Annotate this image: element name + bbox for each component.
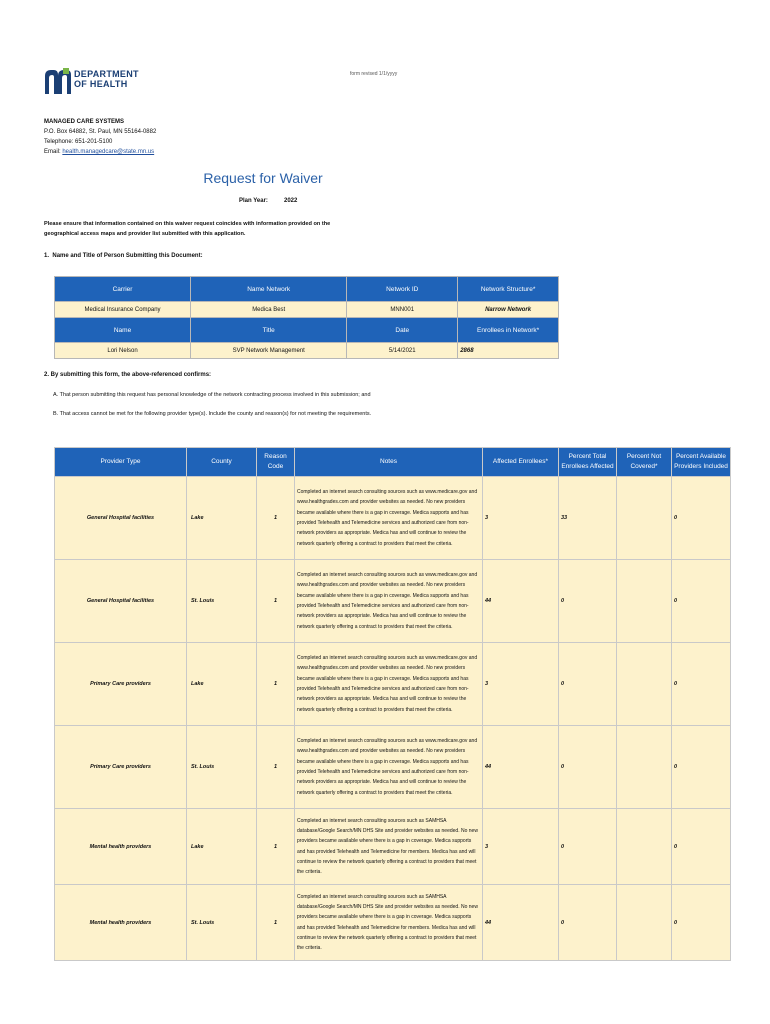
affected-cell[interactable]: 3 [483,809,559,885]
header-percent-not-covered: Percent Not Covered* [617,448,672,477]
pct-total-cell[interactable]: 0 [559,560,617,643]
pct-not-cell[interactable] [617,560,672,643]
header-date: Date [347,318,458,343]
email-link[interactable]: health.managedcare@state.mn.us [62,149,155,155]
reason-code-cell[interactable]: 1 [257,809,295,885]
section2-heading: 2. By submitting this form, the above-referenced confirms: [44,372,212,378]
county-cell[interactable]: Lake [187,477,257,560]
pct-total-cell[interactable]: 0 [559,885,617,961]
reason-code-cell[interactable]: 1 [257,560,295,643]
pct-not-cell[interactable] [617,726,672,809]
header-affected-enrollees: Affected Enrollees* [483,448,559,477]
submitter-table [54,276,559,359]
table-row [55,477,731,560]
notes-cell[interactable]: Completed an internet search consulting sources such as www.medicare.gov and www.healthgrades.com and provider websites as needed. No new providers became available where there is a gap in coverage. Medica supports and has provided Telehealth and Telemedicine services and authorized care from non-network providers as appropriate. Medica has and will continue to review the network quarterly offering a contract to providers that meet the criteria. [295,560,483,643]
reason-code-cell[interactable]: 1 [257,477,295,560]
waiver-table [54,447,731,961]
notes-cell[interactable]: Completed an internet search consulting sources such as www.medicare.gov and www.healthgrades.com and provider websites as needed. No new providers became available where there is a gap in coverage. Medica supports and has provided Telehealth and Telemedicine services and authorized care from non-network providers as appropriate. Medica has and will continue to review the network quarterly offering a contract to providers that meet the criteria. [295,643,483,726]
notes-cell[interactable]: Completed an internet search consulting sources such as SAMHSA database/Google Search/MN DHS Site and provider websites as needed. No new providers became available where there is a gap in coverage. Medica supports and has provided Telehealth and Telemedicine for members. Medica has and will continue to review the network quarterly offering a contract to providers that meet the criteria. [295,885,483,961]
county-cell[interactable]: St. Louis [187,885,257,961]
county-cell[interactable]: Lake [187,809,257,885]
pct-avail-cell[interactable]: 0 [672,477,731,560]
ensure-notice: Please ensure that information contained on this waiver request coincides with information provided on the geographical access maps and provider list submitted with this application. [44,221,331,237]
header-notes: Notes [295,448,483,477]
table-row [55,560,731,643]
pct-not-cell[interactable] [617,885,672,961]
table-row [55,885,731,961]
reason-code-cell[interactable]: 1 [257,726,295,809]
header-network-id: Network ID [347,277,458,302]
email-label: Email: [44,149,61,155]
pct-avail-cell[interactable]: 0 [672,809,731,885]
pct-total-cell[interactable]: 0 [559,809,617,885]
table-row [55,726,731,809]
affected-cell[interactable]: 44 [483,885,559,961]
carrier-value[interactable]: Medical Insurance Company [55,302,191,318]
pct-total-cell[interactable]: 0 [559,643,617,726]
reason-code-cell[interactable]: 1 [257,643,295,726]
affected-cell[interactable]: 44 [483,560,559,643]
form-note: form revised 1/1/yyyy [350,71,398,77]
pct-avail-cell[interactable]: 0 [672,643,731,726]
pct-not-cell[interactable] [617,477,672,560]
header-reason-code: Reason Code [257,448,295,477]
affected-cell[interactable]: 3 [483,477,559,560]
page-title: Request for Waiver [203,170,323,186]
header-name: Name [55,318,191,343]
pct-total-cell[interactable]: 0 [559,726,617,809]
affected-cell[interactable]: 44 [483,726,559,809]
confirm-b: B. That access cannot be met for the following provider type(s). Include the county and reason(s) for not meeting the requirements. [53,411,372,417]
plan-year-value: 2022 [284,198,298,204]
pct-avail-cell[interactable]: 0 [672,726,731,809]
date-value[interactable]: 5/14/2021 [347,343,458,359]
pct-avail-cell[interactable]: 0 [672,560,731,643]
reason-code-cell[interactable]: 1 [257,885,295,961]
org-address: P.O. Box 64882, St. Paul, MN 55164-0882 [44,129,157,135]
header-percent-available: Percent Available Providers Included [672,448,731,477]
header-percent-total: Percent Total Enrollees Affected [559,448,617,477]
provider-type-cell[interactable]: General Hospital facilities [55,560,187,643]
provider-type-cell[interactable]: Mental health providers [55,809,187,885]
provider-type-cell[interactable]: Primary Care providers [55,726,187,809]
provider-type-cell[interactable]: Mental health providers [55,885,187,961]
submitter-title-value[interactable]: SVP Network Management [191,343,347,359]
county-cell[interactable]: Lake [187,643,257,726]
pct-total-cell[interactable]: 33 [559,477,617,560]
header-enrollees: Enrollees in Network* [458,318,559,343]
org-name: MANAGED CARE SYSTEMS [44,119,125,125]
notes-cell[interactable]: Completed an internet search consulting sources such as www.medicare.gov and www.healthgrades.com and provider websites as needed. No new providers became available where there is a gap in coverage. Medica supports and has provided Telehealth and Telemedicine services and authorized care from non-network providers as appropriate. Medica has and will continue to review the network quarterly offering a contract to providers that meet the criteria. [295,477,483,560]
county-cell[interactable]: St. Louis [187,726,257,809]
table-row [55,809,731,885]
header-name-network: Name Network [191,277,347,302]
header-county: County [187,448,257,477]
section1-heading: 1. Name and Title of Person Submitting this Document: [44,253,203,259]
confirm-a: A. That person submitting this request has personal knowledge of the network contracting process involved in this submission; and [53,392,371,398]
notes-cell[interactable]: Completed an internet search consulting sources such as www.medicare.gov and www.healthgrades.com and provider websites as needed. No new providers became available where there is a gap in coverage. Medica supports and has provided Telehealth and Telemedicine services and authorized care from non-network providers as appropriate. Medica has and will continue to review the network quarterly offering a contract to providers that meet the criteria. [295,726,483,809]
pct-not-cell[interactable] [617,643,672,726]
name-network-value[interactable]: Medica Best [191,302,347,318]
org-telephone: Telephone: 651-201-5100 [44,139,113,145]
header-network-structure: Network Structure* [458,277,559,302]
provider-type-cell[interactable]: Primary Care providers [55,643,187,726]
county-cell[interactable]: St. Louis [187,560,257,643]
network-structure-value[interactable]: Narrow Network [458,302,559,318]
table-row [55,643,731,726]
network-id-value[interactable]: MNN001 [347,302,458,318]
affected-cell[interactable]: 3 [483,643,559,726]
header-title: Title [191,318,347,343]
org-info [44,117,156,157]
submitter-name-value[interactable]: Lori Nelson [55,343,191,359]
header-provider-type: Provider Type [55,448,187,477]
plan-year-label: Plan Year: [239,198,268,204]
pct-avail-cell[interactable]: 0 [672,885,731,961]
pct-not-cell[interactable] [617,809,672,885]
notes-cell[interactable]: Completed an internet search consulting sources such as SAMHSA database/Google Search/MN DHS Site and provider websites as needed. No new providers became available where there is a gap in coverage. Medica supports and has provided Telehealth and Telemedicine for members. Medica has and will continue to review the network quarterly offering a contract to providers that meet the criteria. [295,809,483,885]
logo-text: DEPARTMENT OF HEALTH [74,69,139,89]
provider-type-cell[interactable]: General Hospital facilities [55,477,187,560]
header-carrier: Carrier [55,277,191,302]
enrollees-value[interactable]: 2868 [458,343,559,359]
